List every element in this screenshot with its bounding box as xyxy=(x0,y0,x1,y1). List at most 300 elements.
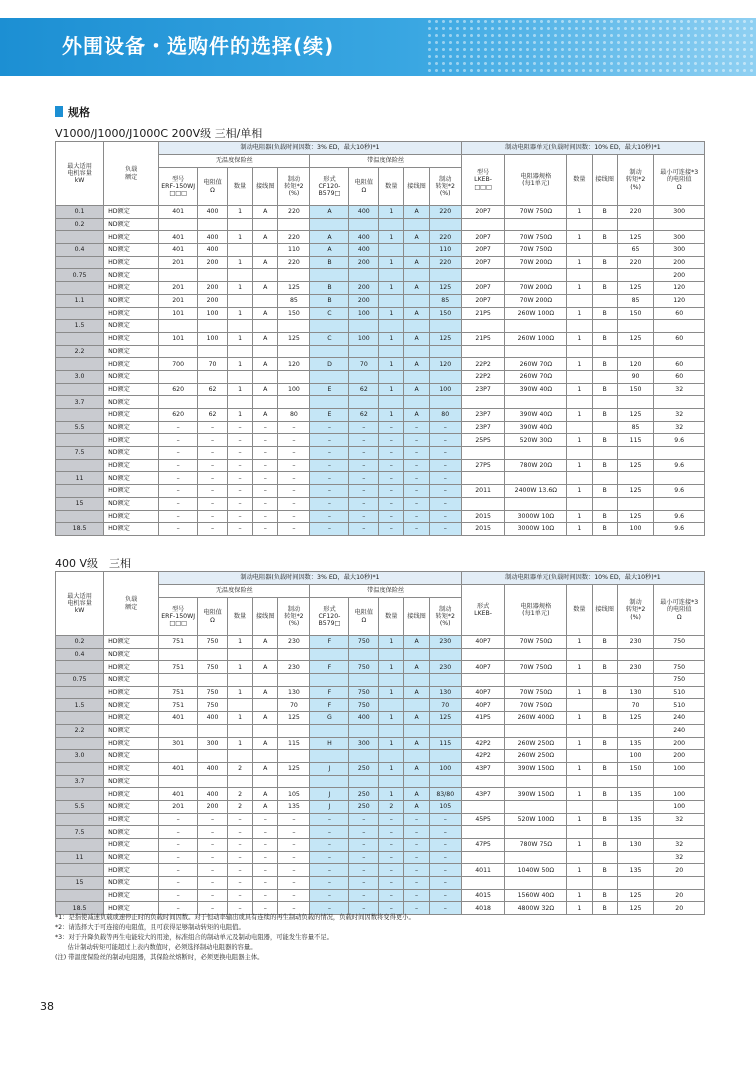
data-cell: 750 xyxy=(349,699,379,712)
capacity-cell: 11 xyxy=(56,851,104,864)
data-cell: 250 xyxy=(349,762,379,775)
data-cell: B xyxy=(592,282,617,295)
table-row xyxy=(56,294,705,307)
data-cell xyxy=(278,320,310,333)
capacity-cell xyxy=(56,661,104,674)
data-cell: 20P7 xyxy=(461,294,505,307)
data-cell: 25P5 xyxy=(461,434,505,447)
table-row xyxy=(56,661,705,674)
header-load-rating: 负载 额定 xyxy=(104,142,159,206)
data-cell: 120 xyxy=(429,358,461,371)
header-torque-a: 制动 转矩*2 (%) xyxy=(278,598,310,636)
data-cell xyxy=(505,674,567,687)
data-cell xyxy=(253,320,278,333)
data-cell: 3000W 10Ω xyxy=(505,510,567,523)
data-cell: 1 xyxy=(379,737,404,750)
data-cell xyxy=(253,699,278,712)
header-resistor-group: 制动电阻器(负载时间因数：3% ED，最大10秒)*1 xyxy=(159,142,462,155)
capacity-cell: 1.5 xyxy=(56,699,104,712)
data-cell: – xyxy=(349,889,379,902)
data-cell: 250 xyxy=(349,788,379,801)
footnote-note: (注) 带温度保险丝的制动电阻器，其保险丝熔断时，必须更换电阻器主体。 xyxy=(55,954,264,961)
data-cell: – xyxy=(198,813,228,826)
data-cell: 1 xyxy=(567,307,592,320)
data-cell: 1 xyxy=(567,459,592,472)
header-unit-torque: 制动 转矩*2 (%) xyxy=(617,155,654,206)
table-row xyxy=(56,206,705,219)
data-cell: 62 xyxy=(349,409,379,422)
data-cell: 85 xyxy=(617,421,654,434)
header-qty-a: 数量 xyxy=(227,168,252,206)
data-cell: 1 xyxy=(379,636,404,649)
data-cell xyxy=(567,244,592,257)
data-cell xyxy=(198,218,228,231)
data-cell: 9.6 xyxy=(654,523,705,536)
table-row xyxy=(56,307,705,320)
data-cell: 751 xyxy=(159,636,198,649)
data-cell: 300 xyxy=(198,737,228,750)
data-cell: 1 xyxy=(567,358,592,371)
data-cell: – xyxy=(227,459,252,472)
data-cell xyxy=(461,800,505,813)
data-cell xyxy=(592,877,617,890)
data-cell xyxy=(567,269,592,282)
data-cell xyxy=(617,396,654,409)
data-cell: 1 xyxy=(379,686,404,699)
data-cell xyxy=(461,851,505,864)
data-cell: 620 xyxy=(159,383,198,396)
data-cell: – xyxy=(379,472,404,485)
table-row xyxy=(56,345,705,358)
table-row xyxy=(56,686,705,699)
table-row xyxy=(56,712,705,725)
load-rating-cell: ND额定 xyxy=(104,269,159,282)
data-cell xyxy=(505,648,567,661)
data-cell: – xyxy=(429,902,461,915)
header-resistance-a: 电阻值 Ω xyxy=(198,598,228,636)
data-cell: – xyxy=(253,510,278,523)
data-cell: – xyxy=(404,472,429,485)
data-cell xyxy=(379,345,404,358)
data-cell: 70 xyxy=(278,699,310,712)
data-cell: – xyxy=(429,851,461,864)
data-cell: – xyxy=(198,523,228,536)
data-cell: – xyxy=(379,813,404,826)
data-cell xyxy=(505,345,567,358)
data-cell: – xyxy=(349,851,379,864)
data-cell: 150 xyxy=(278,307,310,320)
data-cell: 200 xyxy=(198,800,228,813)
data-cell: 125 xyxy=(617,889,654,902)
data-cell xyxy=(505,447,567,460)
capacity-cell xyxy=(56,307,104,320)
data-cell: 520W 100Ω xyxy=(505,813,567,826)
data-cell: – xyxy=(310,497,349,510)
data-cell: 401 xyxy=(159,231,198,244)
header-unit-spec: 电阻器规格 (每1单元) xyxy=(505,155,567,206)
data-cell: – xyxy=(198,889,228,902)
data-cell: A xyxy=(404,358,429,371)
data-cell: – xyxy=(404,434,429,447)
data-cell xyxy=(198,396,228,409)
data-cell: 110 xyxy=(429,244,461,257)
data-cell xyxy=(349,750,379,763)
data-cell: 2 xyxy=(227,762,252,775)
data-cell xyxy=(198,648,228,661)
data-cell: B xyxy=(592,206,617,219)
data-cell: 125 xyxy=(429,332,461,345)
header-resistor-group: 制动电阻器(负载时间因数：3% ED，最大10秒)*1 xyxy=(159,572,462,585)
data-cell xyxy=(461,447,505,460)
data-cell xyxy=(567,750,592,763)
data-cell: 130 xyxy=(278,686,310,699)
data-cell xyxy=(404,244,429,257)
data-cell xyxy=(310,750,349,763)
load-rating-cell: ND额定 xyxy=(104,877,159,890)
data-cell: – xyxy=(349,459,379,472)
header-qty-a: 数量 xyxy=(227,598,252,636)
header-torque-a: 制动 转矩*2 (%) xyxy=(278,168,310,206)
data-cell: A xyxy=(253,383,278,396)
table-200v-title: V1000/J1000/J1000C 200V级 三相/单相 xyxy=(55,127,263,140)
data-cell: – xyxy=(429,472,461,485)
data-cell: 390W 150Ω xyxy=(505,762,567,775)
section-marker-icon xyxy=(55,106,63,117)
data-cell: – xyxy=(253,902,278,915)
data-cell: – xyxy=(379,459,404,472)
load-rating-cell: ND额定 xyxy=(104,396,159,409)
data-cell xyxy=(379,396,404,409)
data-cell xyxy=(227,724,252,737)
data-cell xyxy=(461,218,505,231)
data-cell: 125 xyxy=(617,231,654,244)
data-cell: 1 xyxy=(567,902,592,915)
data-cell: A xyxy=(253,206,278,219)
data-cell xyxy=(592,800,617,813)
table-400v-title: 400 V级 三相 xyxy=(55,557,132,570)
data-cell xyxy=(310,724,349,737)
data-cell: – xyxy=(227,851,252,864)
data-cell: 70 xyxy=(198,358,228,371)
data-cell: – xyxy=(159,889,198,902)
load-rating-cell: HD额定 xyxy=(104,712,159,725)
data-cell xyxy=(379,218,404,231)
header-min-resistance: 最小可连接*3 的电阻值 Ω xyxy=(654,155,705,206)
data-cell: 120 xyxy=(654,294,705,307)
data-cell: A xyxy=(310,206,349,219)
capacity-cell xyxy=(56,332,104,345)
data-cell xyxy=(198,269,228,282)
data-cell: 100 xyxy=(198,332,228,345)
capacity-cell: 0.75 xyxy=(56,269,104,282)
data-cell xyxy=(278,775,310,788)
data-cell xyxy=(654,218,705,231)
data-cell xyxy=(227,244,252,257)
data-cell: 115 xyxy=(278,737,310,750)
data-cell xyxy=(505,320,567,333)
data-cell: 62 xyxy=(349,383,379,396)
data-cell: 1 xyxy=(227,206,252,219)
data-cell: 45P5 xyxy=(461,813,505,826)
data-cell: 9.6 xyxy=(654,485,705,498)
table-row xyxy=(56,472,705,485)
data-cell: 125 xyxy=(617,409,654,422)
data-cell: 230 xyxy=(429,636,461,649)
data-cell: 80 xyxy=(429,409,461,422)
header-unit-qty: 数量 xyxy=(567,585,592,636)
data-cell xyxy=(567,447,592,460)
data-cell xyxy=(617,800,654,813)
data-cell: 220 xyxy=(617,206,654,219)
data-cell xyxy=(567,648,592,661)
data-cell: – xyxy=(404,877,429,890)
capacity-cell: 15 xyxy=(56,497,104,510)
data-cell: 260W 70Ω xyxy=(505,358,567,371)
data-cell: 70W 200Ω xyxy=(505,256,567,269)
data-cell: – xyxy=(404,813,429,826)
header-resistance-b: 电阻值 Ω xyxy=(349,598,379,636)
header-unit-wiring: 接线图 xyxy=(592,585,617,636)
data-cell: – xyxy=(159,510,198,523)
header-wiring-b: 接线图 xyxy=(404,168,429,206)
data-cell: 32 xyxy=(654,813,705,826)
data-cell xyxy=(592,294,617,307)
data-cell: 41P5 xyxy=(461,712,505,725)
data-cell: – xyxy=(253,447,278,460)
data-cell: 40P7 xyxy=(461,661,505,674)
data-cell xyxy=(505,218,567,231)
data-cell: 1 xyxy=(227,661,252,674)
data-cell: – xyxy=(227,902,252,915)
header-unit-wiring: 接线图 xyxy=(592,155,617,206)
table-row xyxy=(56,674,705,687)
data-cell: – xyxy=(429,839,461,852)
data-cell xyxy=(379,370,404,383)
data-cell: 1 xyxy=(567,813,592,826)
data-cell: B xyxy=(592,358,617,371)
data-cell: 1 xyxy=(379,409,404,422)
data-cell: – xyxy=(278,510,310,523)
data-cell: – xyxy=(429,510,461,523)
header-qty-b: 数量 xyxy=(379,598,404,636)
data-cell: 200 xyxy=(198,294,228,307)
data-cell: 700 xyxy=(159,358,198,371)
data-cell: – xyxy=(379,877,404,890)
data-cell: – xyxy=(310,902,349,915)
load-rating-cell: HD额定 xyxy=(104,307,159,320)
data-cell: 20P7 xyxy=(461,231,505,244)
data-cell: 400 xyxy=(349,244,379,257)
data-cell: 200 xyxy=(654,256,705,269)
data-cell xyxy=(159,370,198,383)
load-rating-cell: HD额定 xyxy=(104,256,159,269)
data-cell: 1 xyxy=(227,307,252,320)
data-cell xyxy=(349,724,379,737)
data-cell: 125 xyxy=(278,712,310,725)
data-cell: 1 xyxy=(227,636,252,649)
data-cell: – xyxy=(253,523,278,536)
data-cell: – xyxy=(227,421,252,434)
header-resistance-b: 电阻值 Ω xyxy=(349,168,379,206)
data-cell: 1 xyxy=(379,762,404,775)
data-cell: – xyxy=(310,447,349,460)
data-cell: 220 xyxy=(278,231,310,244)
data-cell xyxy=(654,877,705,890)
data-cell xyxy=(654,396,705,409)
data-cell: – xyxy=(253,864,278,877)
data-cell: 750 xyxy=(198,636,228,649)
capacity-cell xyxy=(56,839,104,852)
data-cell: 200 xyxy=(198,256,228,269)
data-cell: – xyxy=(159,902,198,915)
data-cell: 120 xyxy=(654,282,705,295)
data-cell: – xyxy=(310,434,349,447)
data-cell: – xyxy=(227,510,252,523)
data-cell xyxy=(159,775,198,788)
data-cell: 400 xyxy=(198,206,228,219)
data-cell: – xyxy=(379,902,404,915)
data-cell: 21P5 xyxy=(461,307,505,320)
data-cell: 4011 xyxy=(461,864,505,877)
load-rating-cell: HD额定 xyxy=(104,762,159,775)
data-cell: 400 xyxy=(198,762,228,775)
header-unit-group: 制动电阻器单元(负载时间因数：10% ED，最大10秒)*1 xyxy=(461,572,704,585)
data-cell xyxy=(429,370,461,383)
header-resistance-a: 电阻值 Ω xyxy=(198,168,228,206)
data-cell: 400 xyxy=(198,712,228,725)
load-rating-cell: ND额定 xyxy=(104,775,159,788)
data-cell xyxy=(429,218,461,231)
data-cell: – xyxy=(198,485,228,498)
data-cell: 2 xyxy=(227,788,252,801)
data-cell xyxy=(310,269,349,282)
data-cell: 1 xyxy=(379,788,404,801)
data-cell: 200 xyxy=(349,282,379,295)
capacity-cell: 3.0 xyxy=(56,750,104,763)
data-cell: 9.6 xyxy=(654,434,705,447)
data-cell: 520W 30Ω xyxy=(505,434,567,447)
data-cell xyxy=(654,345,705,358)
data-cell: 750 xyxy=(349,661,379,674)
table-row xyxy=(56,851,705,864)
load-rating-cell: ND额定 xyxy=(104,674,159,687)
data-cell xyxy=(310,345,349,358)
capacity-cell: 7.5 xyxy=(56,826,104,839)
data-cell: 200 xyxy=(654,269,705,282)
data-cell xyxy=(617,648,654,661)
data-cell: – xyxy=(159,877,198,890)
data-cell: 260W 100Ω xyxy=(505,307,567,320)
capacity-cell xyxy=(56,712,104,725)
data-cell xyxy=(617,447,654,460)
data-cell: E xyxy=(310,409,349,422)
data-cell: 230 xyxy=(278,636,310,649)
data-cell: E xyxy=(310,383,349,396)
capacity-cell xyxy=(56,409,104,422)
capacity-cell xyxy=(56,864,104,877)
data-cell xyxy=(379,724,404,737)
table-row xyxy=(56,370,705,383)
data-cell: 401 xyxy=(159,788,198,801)
data-cell: – xyxy=(404,485,429,498)
data-cell: – xyxy=(349,421,379,434)
data-cell xyxy=(592,775,617,788)
table-row xyxy=(56,750,705,763)
data-cell: – xyxy=(379,889,404,902)
load-rating-cell: HD额定 xyxy=(104,332,159,345)
data-cell: 3000W 10Ω xyxy=(505,523,567,536)
data-cell: 100 xyxy=(429,383,461,396)
data-cell: B xyxy=(592,813,617,826)
data-cell xyxy=(567,472,592,485)
data-cell: 43P7 xyxy=(461,762,505,775)
data-cell xyxy=(429,320,461,333)
banner-dot-pattern xyxy=(426,18,756,76)
data-cell xyxy=(349,370,379,383)
table-row xyxy=(56,485,705,498)
data-cell: – xyxy=(198,839,228,852)
data-cell: – xyxy=(227,485,252,498)
table-row xyxy=(56,447,705,460)
data-cell: 2400W 13.6Ω xyxy=(505,485,567,498)
data-cell xyxy=(278,674,310,687)
data-cell: 130 xyxy=(617,686,654,699)
data-cell xyxy=(227,218,252,231)
data-cell: B xyxy=(592,839,617,852)
data-cell xyxy=(567,851,592,864)
data-cell: 1 xyxy=(227,332,252,345)
data-cell: A xyxy=(404,661,429,674)
data-cell xyxy=(567,370,592,383)
data-cell: 130 xyxy=(429,686,461,699)
data-cell xyxy=(567,320,592,333)
table-row xyxy=(56,800,705,813)
data-cell: B xyxy=(592,332,617,345)
data-cell: – xyxy=(404,459,429,472)
data-cell: 260W 250Ω xyxy=(505,750,567,763)
data-cell: – xyxy=(198,447,228,460)
data-cell xyxy=(159,320,198,333)
data-cell: A xyxy=(404,686,429,699)
data-cell: 125 xyxy=(617,332,654,345)
data-cell: 100 xyxy=(349,307,379,320)
data-cell xyxy=(429,724,461,737)
data-cell: H xyxy=(310,737,349,750)
data-cell xyxy=(379,294,404,307)
data-cell xyxy=(349,345,379,358)
section-heading xyxy=(55,104,90,120)
data-cell: – xyxy=(198,826,228,839)
data-cell: – xyxy=(198,421,228,434)
data-cell: 510 xyxy=(654,686,705,699)
load-rating-cell: HD额定 xyxy=(104,523,159,536)
data-cell xyxy=(379,269,404,282)
data-cell xyxy=(404,396,429,409)
load-rating-cell: HD额定 xyxy=(104,383,159,396)
data-cell: 1 xyxy=(379,383,404,396)
data-cell: – xyxy=(278,421,310,434)
table-row xyxy=(56,383,705,396)
data-cell: 1 xyxy=(567,839,592,852)
data-cell: B xyxy=(592,788,617,801)
data-cell: A xyxy=(253,282,278,295)
data-cell: – xyxy=(278,434,310,447)
data-cell xyxy=(253,396,278,409)
data-cell: 200 xyxy=(349,294,379,307)
data-cell xyxy=(349,269,379,282)
header-unit-group: 制动电阻器单元(负载时间因数：10% ED，最大10秒)*1 xyxy=(461,142,704,155)
table-row xyxy=(56,358,705,371)
